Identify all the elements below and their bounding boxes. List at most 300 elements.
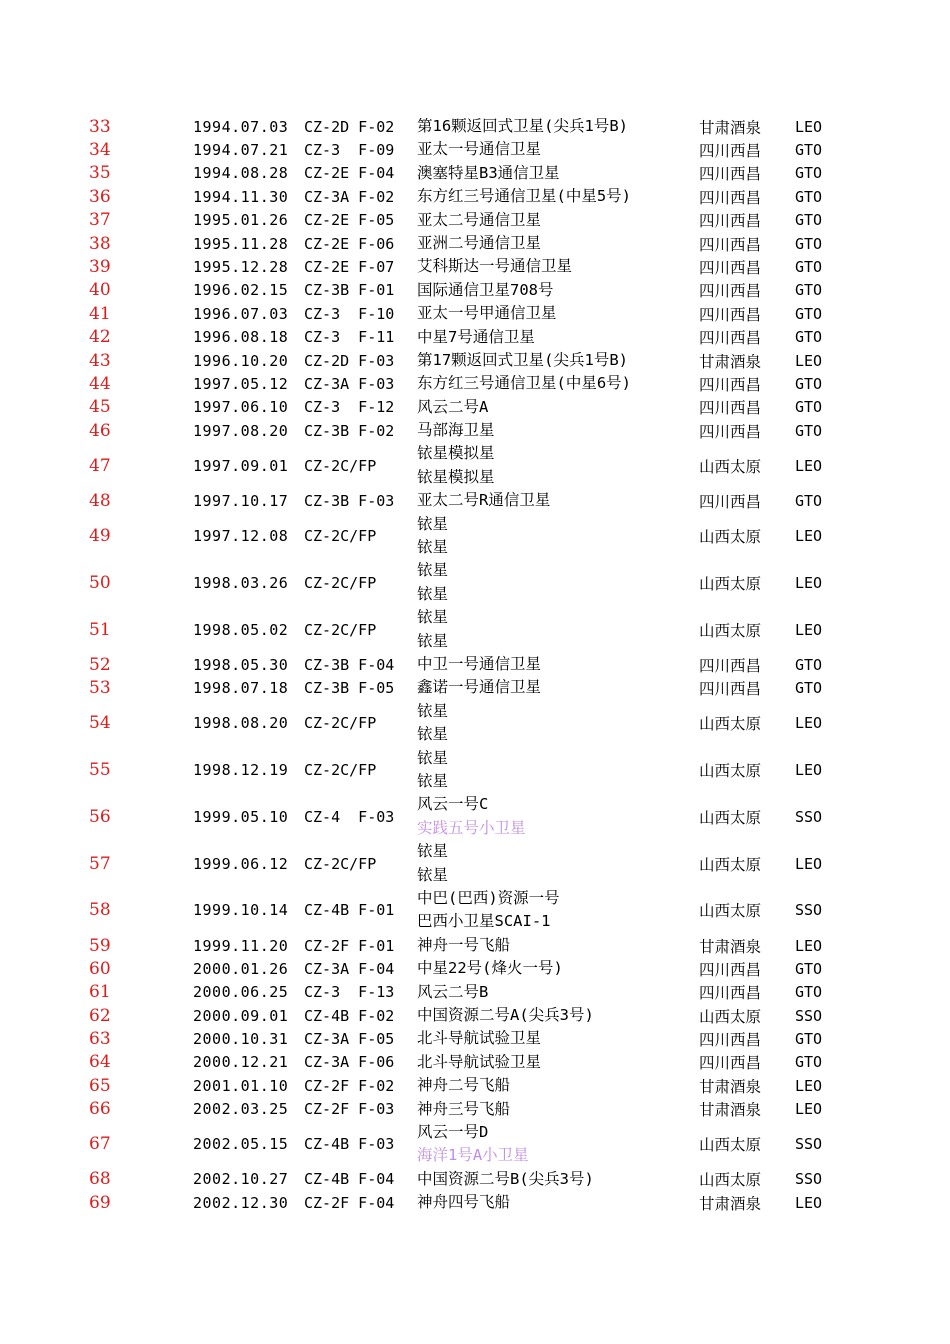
launch-number: 59 — [89, 935, 111, 956]
orbit-type: SSO — [795, 901, 823, 920]
launch-number: 40 — [89, 280, 111, 301]
payload-name: 风云一号C — [417, 795, 489, 814]
launch-site: 山西太原 — [699, 1136, 762, 1155]
table-row — [0, 162, 950, 185]
table-row — [0, 1027, 950, 1050]
launch-date: 2002.10.27 — [193, 1170, 289, 1189]
payload-name: 神舟一号飞船 — [417, 935, 511, 954]
launch-number: 65 — [89, 1075, 111, 1096]
table-row — [0, 1051, 950, 1074]
rocket-flight: CZ-2C/FP — [304, 620, 377, 639]
table-row — [0, 255, 950, 278]
launch-date: 1999.05.10 — [193, 807, 289, 826]
payload-list — [417, 115, 628, 138]
payload-name: 铱星 — [417, 865, 449, 884]
rocket-flight: CZ-2C/FP — [304, 456, 377, 475]
payload-name: 亚太二号通信卫星 — [417, 210, 542, 229]
table-row — [0, 209, 950, 232]
rocket-flight: CZ-2E F-06 — [304, 234, 395, 253]
payload-list — [417, 653, 541, 676]
payload-list — [417, 209, 541, 232]
payload-name: 东方红三号通信卫星(中星5号) — [417, 187, 631, 206]
rocket-flight: CZ-2E F-05 — [304, 211, 395, 230]
launch-number: 64 — [89, 1052, 111, 1073]
orbit-type: GTO — [795, 211, 823, 230]
payload-list — [417, 138, 541, 161]
table-row — [0, 981, 950, 1004]
payload-name: 亚太一号通信卫星 — [417, 140, 542, 159]
launch-site: 四川西昌 — [699, 375, 762, 394]
orbit-type: GTO — [795, 679, 823, 698]
orbit-type: GTO — [795, 374, 823, 393]
launch-number: 33 — [89, 116, 111, 137]
payload-name: 国际通信卫星708号 — [417, 280, 554, 299]
launch-site: 山西太原 — [699, 808, 762, 827]
launch-site: 四川西昌 — [699, 656, 762, 675]
launch-number: 54 — [89, 713, 111, 734]
orbit-type: LEO — [795, 761, 823, 780]
launch-number: 51 — [89, 619, 111, 640]
orbit-type: SSO — [795, 1006, 823, 1025]
rocket-flight: CZ-2C/FP — [304, 573, 377, 592]
table-row — [0, 442, 950, 489]
orbit-type: SSO — [795, 807, 823, 826]
payload-list — [417, 326, 535, 349]
launch-number: 48 — [89, 490, 111, 511]
rocket-flight: CZ-4B F-02 — [304, 1006, 395, 1025]
payload-name: 铱星 — [417, 538, 449, 557]
payload-list — [417, 606, 448, 653]
launch-number: 35 — [89, 163, 111, 184]
launch-number: 41 — [89, 303, 111, 324]
payload-name: 铱星 — [417, 772, 449, 791]
rocket-flight: CZ-4B F-01 — [304, 901, 395, 920]
rocket-flight: CZ-3A F-03 — [304, 374, 395, 393]
launch-record-table — [0, 115, 950, 1215]
launch-number: 68 — [89, 1169, 111, 1190]
launch-site: 山西太原 — [699, 1007, 762, 1026]
orbit-type: LEO — [795, 1193, 823, 1212]
launch-site: 山西太原 — [699, 902, 762, 921]
rocket-flight: CZ-2D F-02 — [304, 117, 395, 136]
payload-name: 铱星 — [417, 608, 449, 627]
orbit-type: LEO — [795, 351, 823, 370]
payload-name: 铱星 — [417, 514, 449, 533]
launch-date: 2000.12.21 — [193, 1053, 289, 1072]
launch-site: 四川西昌 — [699, 212, 762, 231]
payload-list — [417, 279, 554, 302]
launch-date: 1996.08.18 — [193, 328, 289, 347]
payload-name: 巴西小卫星SCAI-1 — [417, 912, 551, 931]
payload-list — [417, 302, 557, 325]
table-row — [0, 396, 950, 419]
orbit-type: LEO — [795, 456, 823, 475]
payload-list — [417, 442, 495, 489]
launch-number: 62 — [89, 1005, 111, 1026]
rocket-flight: CZ-3B F-01 — [304, 281, 395, 300]
orbit-type: LEO — [795, 936, 823, 955]
launch-number: 39 — [89, 257, 111, 278]
payload-name: 亚太二号R通信卫星 — [417, 491, 551, 510]
launch-site: 山西太原 — [699, 574, 762, 593]
rocket-flight: CZ-3A F-02 — [304, 187, 395, 206]
launch-date: 1994.08.28 — [193, 164, 289, 183]
rocket-flight: CZ-2F F-03 — [304, 1100, 395, 1119]
launch-site: 四川西昌 — [699, 1054, 762, 1073]
table-row — [0, 115, 950, 138]
rocket-flight: CZ-2F F-02 — [304, 1076, 395, 1095]
orbit-type: GTO — [795, 328, 823, 347]
launch-number: 50 — [89, 572, 111, 593]
payload-list — [417, 372, 631, 395]
rocket-flight: CZ-3 F-09 — [304, 141, 395, 160]
rocket-flight: CZ-3A F-05 — [304, 1030, 395, 1049]
payload-name: 中卫一号通信卫星 — [417, 655, 542, 674]
orbit-type: LEO — [795, 527, 823, 546]
launch-site: 四川西昌 — [699, 422, 762, 441]
orbit-type: GTO — [795, 281, 823, 300]
orbit-type: GTO — [795, 959, 823, 978]
table-row — [0, 606, 950, 653]
orbit-type: LEO — [795, 714, 823, 733]
payload-name: 中巴(巴西)资源一号 — [417, 889, 560, 908]
launch-site: 山西太原 — [699, 621, 762, 640]
rocket-flight: CZ-2C/FP — [304, 761, 377, 780]
payload-list — [417, 185, 631, 208]
launch-number: 52 — [89, 654, 111, 675]
launch-date: 1996.07.03 — [193, 304, 289, 323]
launch-site: 四川西昌 — [699, 399, 762, 418]
launch-number: 63 — [89, 1029, 111, 1050]
launch-date: 1994.11.30 — [193, 187, 289, 206]
table-row — [0, 1191, 950, 1214]
payload-name: 东方红三号通信卫星(中星6号) — [417, 374, 631, 393]
launch-date: 2002.03.25 — [193, 1100, 289, 1119]
payload-name: 中国资源二号A(尖兵3号) — [417, 1005, 594, 1024]
payload-name: 北斗导航试验卫星 — [417, 1029, 542, 1048]
launch-number: 44 — [89, 373, 111, 394]
table-row — [0, 653, 950, 676]
launch-date: 2000.10.31 — [193, 1030, 289, 1049]
rocket-flight: CZ-3A F-04 — [304, 959, 395, 978]
launch-date: 2000.06.25 — [193, 983, 289, 1002]
rocket-flight: CZ-4 F-03 — [304, 807, 395, 826]
launch-date: 1999.11.20 — [193, 936, 289, 955]
orbit-type: GTO — [795, 421, 823, 440]
rocket-flight: CZ-3B F-03 — [304, 491, 395, 510]
launch-site: 山西太原 — [699, 1171, 762, 1190]
orbit-type: GTO — [795, 187, 823, 206]
rocket-flight: CZ-3B F-02 — [304, 421, 395, 440]
orbit-type: GTO — [795, 164, 823, 183]
orbit-type: GTO — [795, 398, 823, 417]
payload-name: 第16颗返回式卫星(尖兵1号B) — [417, 117, 628, 135]
launch-date: 1998.05.02 — [193, 620, 289, 639]
launch-site: 四川西昌 — [699, 680, 762, 699]
launch-site: 甘肃酒泉 — [699, 1101, 762, 1120]
payload-name: 铱星 — [417, 631, 449, 650]
rocket-flight: CZ-3B F-04 — [304, 655, 395, 674]
rocket-flight: CZ-3 F-11 — [304, 328, 395, 347]
rocket-flight: CZ-3 F-12 — [304, 398, 395, 417]
payload-name: 铱星 — [417, 725, 449, 744]
launch-number: 47 — [89, 455, 111, 476]
orbit-type: GTO — [795, 141, 823, 160]
table-row — [0, 793, 950, 840]
launch-date: 1995.12.28 — [193, 258, 289, 277]
launch-number: 34 — [89, 140, 111, 161]
launch-date: 1997.09.01 — [193, 456, 289, 475]
rocket-flight: CZ-3B F-05 — [304, 679, 395, 698]
launch-site: 四川西昌 — [699, 142, 762, 161]
launch-date: 2000.01.26 — [193, 959, 289, 978]
orbit-type: LEO — [795, 573, 823, 592]
launch-number: 37 — [89, 210, 111, 231]
payload-name: 铱星 — [417, 748, 449, 767]
table-row — [0, 840, 950, 887]
table-row — [0, 1074, 950, 1097]
launch-site: 四川西昌 — [699, 305, 762, 324]
launch-site: 山西太原 — [699, 762, 762, 781]
launch-date: 1994.07.03 — [193, 117, 289, 136]
payload-name: 中星22号(烽火一号) — [417, 959, 563, 978]
table-row — [0, 559, 950, 606]
table-row — [0, 302, 950, 325]
payload-list — [417, 1074, 510, 1097]
launch-site: 四川西昌 — [699, 188, 762, 207]
payload-list — [417, 489, 550, 512]
payload-list — [417, 793, 526, 840]
launch-number: 67 — [89, 1134, 111, 1155]
orbit-type: SSO — [795, 1170, 823, 1189]
orbit-type: GTO — [795, 234, 823, 253]
payload-name: 风云二号B — [417, 982, 489, 1001]
launch-date: 1994.07.21 — [193, 141, 289, 160]
orbit-type: LEO — [795, 117, 823, 136]
payload-name: 亚洲二号通信卫星 — [417, 233, 542, 252]
rocket-flight: CZ-2E F-07 — [304, 258, 395, 277]
launch-date: 1998.07.18 — [193, 679, 289, 698]
table-row — [0, 138, 950, 161]
payload-name: 神舟三号飞船 — [417, 1099, 511, 1118]
secondary-payload: 海洋1号A小卫星 — [417, 1146, 529, 1165]
payload-name: 铱星 — [417, 842, 449, 861]
launch-site: 山西太原 — [699, 528, 762, 547]
launch-number: 61 — [89, 982, 111, 1003]
launch-date: 1998.12.19 — [193, 761, 289, 780]
launch-site: 甘肃酒泉 — [699, 352, 762, 371]
table-row — [0, 279, 950, 302]
table-row — [0, 934, 950, 957]
launch-site: 甘肃酒泉 — [699, 937, 762, 956]
table-row — [0, 1004, 950, 1027]
orbit-type: LEO — [795, 854, 823, 873]
table-row — [0, 513, 950, 560]
payload-name: 马部海卫星 — [417, 421, 495, 440]
orbit-type: GTO — [795, 258, 823, 277]
payload-list — [417, 1051, 541, 1074]
launch-date: 1999.10.14 — [193, 901, 289, 920]
payload-list — [417, 1191, 510, 1214]
payload-list — [417, 255, 572, 278]
payload-name: 风云二号A — [417, 397, 489, 416]
payload-name: 风云一号D — [417, 1122, 489, 1141]
orbit-type: GTO — [795, 1030, 823, 1049]
launch-date: 1997.05.12 — [193, 374, 289, 393]
orbit-type: SSO — [795, 1135, 823, 1154]
payload-list — [417, 232, 541, 255]
payload-list — [417, 1027, 541, 1050]
payload-name: 铱星模拟星 — [417, 467, 495, 486]
launch-site: 四川西昌 — [699, 1031, 762, 1050]
table-row — [0, 419, 950, 442]
launch-site: 甘肃酒泉 — [699, 1077, 762, 1096]
launch-number: 60 — [89, 958, 111, 979]
payload-list — [417, 981, 488, 1004]
orbit-type: GTO — [795, 1053, 823, 1072]
table-row — [0, 957, 950, 980]
payload-list — [417, 1098, 510, 1121]
orbit-type: LEO — [795, 1076, 823, 1095]
rocket-flight: CZ-3A F-06 — [304, 1053, 395, 1072]
launch-site: 山西太原 — [699, 457, 762, 476]
launch-number: 56 — [89, 806, 111, 827]
payload-list — [417, 1004, 594, 1027]
launch-date: 1996.10.20 — [193, 351, 289, 370]
payload-name: 亚太一号甲通信卫星 — [417, 304, 557, 323]
table-row — [0, 1121, 950, 1168]
launch-date: 2002.12.30 — [193, 1193, 289, 1212]
table-row — [0, 489, 950, 512]
launch-number: 36 — [89, 186, 111, 207]
orbit-type: GTO — [795, 983, 823, 1002]
rocket-flight: CZ-4B F-03 — [304, 1135, 395, 1154]
launch-number: 69 — [89, 1192, 111, 1213]
launch-number: 53 — [89, 678, 111, 699]
launch-site: 四川西昌 — [699, 329, 762, 348]
launch-date: 1996.02.15 — [193, 281, 289, 300]
launch-date: 2002.05.15 — [193, 1135, 289, 1154]
payload-name: 铱星 — [417, 701, 449, 720]
rocket-flight: CZ-2F F-04 — [304, 1193, 395, 1212]
launch-date: 1998.08.20 — [193, 714, 289, 733]
table-row — [0, 372, 950, 395]
launch-site: 四川西昌 — [699, 960, 762, 979]
payload-name: 神舟二号飞船 — [417, 1076, 511, 1095]
launch-date: 2000.09.01 — [193, 1006, 289, 1025]
payload-list — [417, 396, 488, 419]
launch-site: 山西太原 — [699, 715, 762, 734]
table-row — [0, 1168, 950, 1191]
orbit-type: GTO — [795, 655, 823, 674]
launch-number: 46 — [89, 420, 111, 441]
launch-site: 四川西昌 — [699, 165, 762, 184]
launch-date: 1998.05.30 — [193, 655, 289, 674]
launch-date: 1998.03.26 — [193, 573, 289, 592]
launch-site: 四川西昌 — [699, 235, 762, 254]
rocket-flight: CZ-2F F-01 — [304, 936, 395, 955]
payload-list — [417, 887, 560, 934]
launch-number: 58 — [89, 900, 111, 921]
orbit-type: GTO — [795, 304, 823, 323]
launch-site: 山西太原 — [699, 855, 762, 874]
table-row — [0, 887, 950, 934]
orbit-type: LEO — [795, 620, 823, 639]
payload-list — [417, 747, 448, 794]
table-row — [0, 700, 950, 747]
rocket-flight: CZ-3 F-10 — [304, 304, 395, 323]
payload-list — [417, 676, 541, 699]
payload-list — [417, 1121, 529, 1168]
launch-date: 1997.08.20 — [193, 421, 289, 440]
table-row — [0, 747, 950, 794]
launch-site: 甘肃酒泉 — [699, 118, 762, 137]
payload-list — [417, 162, 560, 185]
payload-name: 澳塞特星B3通信卫星 — [417, 163, 560, 182]
launch-date: 2001.01.10 — [193, 1076, 289, 1095]
payload-name: 北斗导航试验卫星 — [417, 1052, 542, 1071]
rocket-flight: CZ-2D F-03 — [304, 351, 395, 370]
table-row — [0, 349, 950, 372]
orbit-type: LEO — [795, 1100, 823, 1119]
launch-number: 42 — [89, 327, 111, 348]
payload-name: 艾科斯达一号通信卫星 — [417, 257, 573, 276]
payload-name: 中国资源二号B(尖兵3号) — [417, 1169, 594, 1188]
launch-number: 43 — [89, 350, 111, 371]
payload-list — [417, 513, 448, 560]
table-row — [0, 326, 950, 349]
launch-site: 四川西昌 — [699, 492, 762, 511]
launch-date: 1999.06.12 — [193, 854, 289, 873]
payload-name: 鑫诺一号通信卫星 — [417, 678, 542, 697]
launch-number: 38 — [89, 233, 111, 254]
launch-site: 四川西昌 — [699, 259, 762, 278]
payload-list — [417, 349, 628, 372]
launch-date: 1997.06.10 — [193, 398, 289, 417]
launch-number: 49 — [89, 526, 111, 547]
payload-name: 神舟四号飞船 — [417, 1193, 511, 1212]
orbit-type: GTO — [795, 491, 823, 510]
launch-number: 57 — [89, 853, 111, 874]
rocket-flight: CZ-2C/FP — [304, 714, 377, 733]
rocket-flight: CZ-2C/FP — [304, 527, 377, 546]
rocket-flight: CZ-4B F-04 — [304, 1170, 395, 1189]
launch-date: 1995.11.28 — [193, 234, 289, 253]
payload-list — [417, 840, 448, 887]
secondary-payload: 实践五号小卫星 — [417, 818, 526, 837]
table-row — [0, 676, 950, 699]
payload-name: 铱星 — [417, 561, 449, 580]
launch-date: 1997.10.17 — [193, 491, 289, 510]
launch-number: 66 — [89, 1099, 111, 1120]
payload-list — [417, 559, 448, 606]
table-row — [0, 232, 950, 255]
payload-list — [417, 957, 563, 980]
table-row — [0, 1098, 950, 1121]
launch-site: 甘肃酒泉 — [699, 1194, 762, 1213]
launch-number: 55 — [89, 760, 111, 781]
payload-name: 铱星模拟星 — [417, 444, 495, 463]
payload-name: 铱星 — [417, 584, 449, 603]
launch-date: 1995.01.26 — [193, 211, 289, 230]
launch-number: 45 — [89, 397, 111, 418]
payload-list — [417, 419, 495, 442]
launch-site: 四川西昌 — [699, 984, 762, 1003]
table-row — [0, 185, 950, 208]
payload-list — [417, 700, 448, 747]
launch-site: 四川西昌 — [699, 282, 762, 301]
payload-name: 中星7号通信卫星 — [417, 327, 535, 346]
